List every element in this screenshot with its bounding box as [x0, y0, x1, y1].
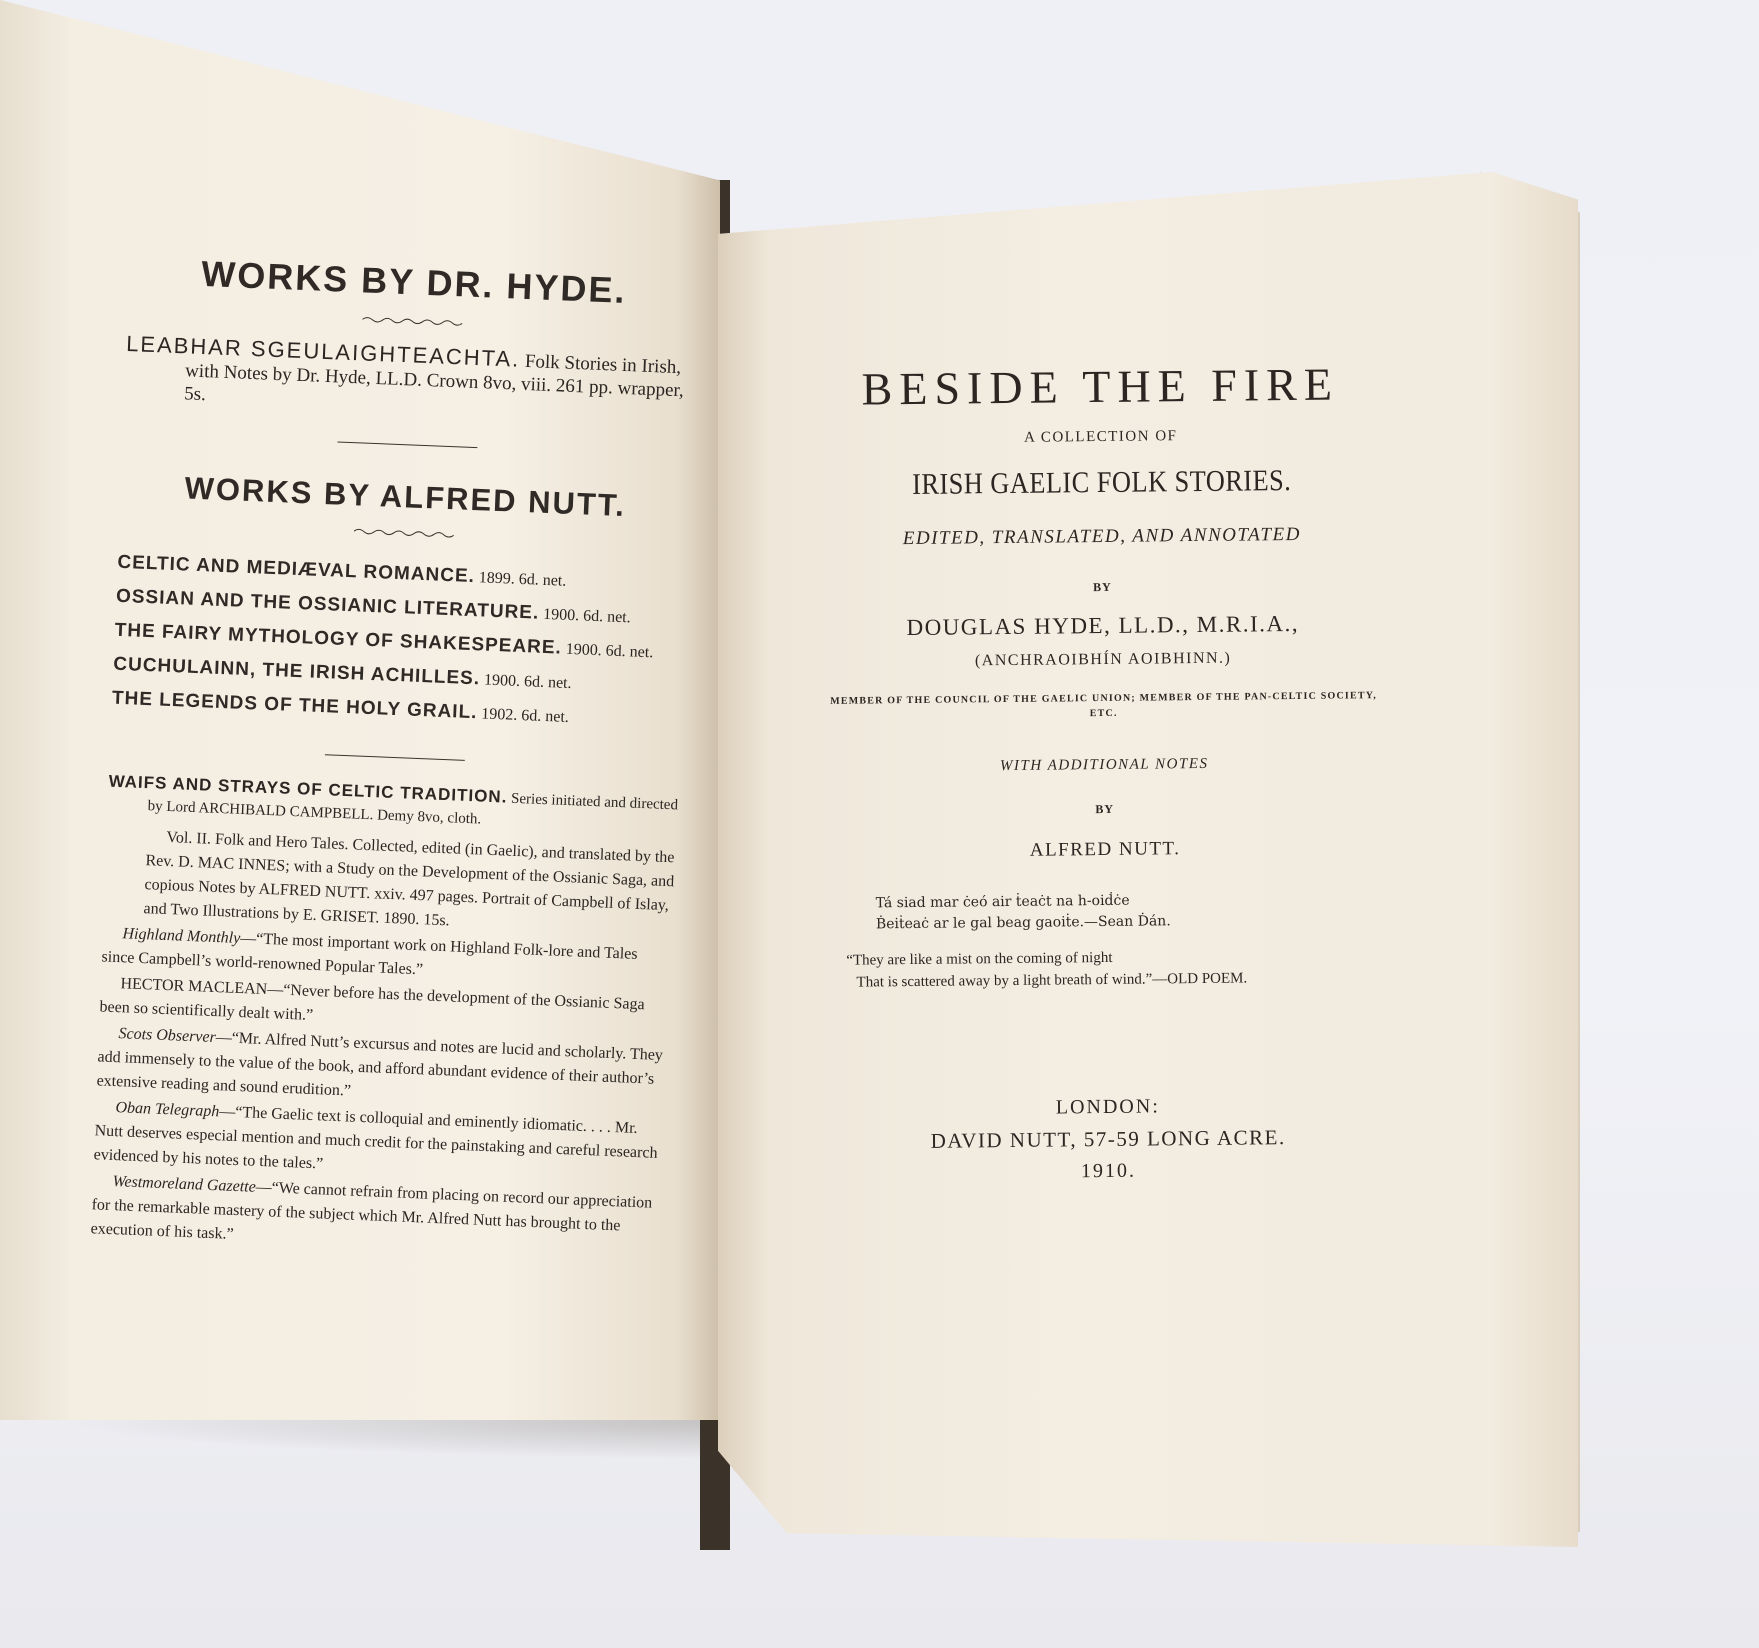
works-list — [111, 546, 687, 739]
waifs-title: WAIFS AND STRAYS OF CELTIC TRADITION. — [108, 771, 508, 807]
work-detail: 1900. 6d. net. — [483, 671, 572, 693]
edited-line: EDITED, TRANSLATED, AND ANNOTATED — [902, 523, 1301, 550]
waifs-description: Series initiated and directed by Lord ARCHIBALD CAMPBELL. Demy 8vo, cloth. — [147, 790, 679, 828]
verse-line: “They are like a mist on the coming of night — [846, 949, 1113, 969]
gaelic-line: Tá siad mar ċeó air ṫeaċt na h-oiḋċe — [875, 892, 1130, 912]
leabhar-entry — [124, 332, 696, 426]
author-alias: (ANCHRAOIBHÍN AOIBHINN.) — [974, 649, 1232, 670]
divider-rule — [337, 441, 477, 448]
by-line-2: BY — [1095, 801, 1115, 817]
additional-notes-line: WITH ADDITIONAL NOTES — [999, 755, 1209, 775]
work-title: OSSIAN AND THE OSSIANIC LITERATURE. — [115, 585, 540, 624]
review-source: HECTOR MACLEAN — [120, 975, 268, 999]
review-source: Highland Monthly — [122, 925, 241, 947]
ornament-squiggle-2 — [354, 527, 454, 539]
review-text: —“We cannot refrain from placing on record our appreciation for the remarkable mastery of the subject which Mr. Alfred Nutt has brought to the execution of his task.” — [90, 1178, 653, 1243]
translated-verse — [826, 944, 1386, 994]
work-title: THE FAIRY MYTHOLOGY OF SHAKESPEARE. — [114, 619, 563, 659]
book-title: BESIDE THE FIRE — [861, 358, 1340, 415]
verse-line: That is scattered away by a light breath of wind.”—OLD POEM. — [856, 970, 1248, 991]
review-text: —“Mr. Alfred Nutt’s excursus and notes are lucid and scholarly. They add immensely to the value of the book, and afford abundant evidence of their author’s extensive reading and sound erudition.” — [96, 1029, 664, 1100]
work-title: CUCHULAINN, THE IRISH ACHILLES. — [112, 653, 481, 690]
review-source: Westmoreland Gazette — [112, 1173, 257, 1196]
by-line: BY — [1092, 579, 1112, 595]
leabhar-title: LEABHAR SGEULAIGHTEACHTA. — [125, 330, 521, 372]
review-source: Oban Telegraph — [115, 1099, 220, 1121]
work-detail: 1899. 6d. net. — [478, 569, 567, 590]
work-detail: 1900. 6d. net. — [542, 605, 631, 627]
work-title: THE LEGENDS OF THE HOLY GRAIL. — [111, 687, 478, 724]
author-membership: MEMBER OF THE COUNCIL OF THE GAELIC UNION; MEMBER OF THE PAN-CELTIC SOCIETY, ETC. — [830, 690, 1377, 720]
nutt-works-heading: WORKS BY ALFRED NUTT. — [184, 470, 627, 524]
book-subtitle: IRISH GAELIC FOLK STORIES. — [911, 464, 1292, 501]
collection-line: A COLLECTION OF — [1024, 428, 1178, 446]
review-text: —“The most important work on Highland Folk-lore and Tales since Campbell’s world-renowned Popular Tales.” — [101, 929, 638, 979]
imprint-year: 1910. — [1080, 1159, 1137, 1183]
review-source: Scots Observer — [118, 1025, 217, 1047]
review-text: —“The Gaelic text is colloquial and eminently idiomatic. . . . Mr. Nutt deserves especial mention and much credit for the painstaking and careful research evidenced by his notes to the tales.” — [93, 1103, 658, 1173]
leabhar-description: Folk Stories in Irish, with Notes by Dr. Hyde, LL.D. Crown 8vo, viii. 261 pp. wrapper, 5s. — [183, 350, 685, 406]
author-name: DOUGLAS HYDE, LL.D., M.R.I.A., — [906, 610, 1300, 641]
left-page-text — [90, 250, 699, 1264]
gaelic-verse — [826, 888, 1386, 936]
title-page-text — [820, 357, 1389, 1190]
review-text: —“Never before has the development of the Ossianic Saga been so scientifically dealt with.” — [99, 981, 645, 1024]
work-title: CELTIC AND MEDIÆVAL ROMANCE. — [117, 551, 476, 588]
imprint-city: LONDON: — [1055, 1095, 1160, 1119]
divider-rule-2 — [325, 754, 465, 761]
hyde-works-heading: WORKS BY DR. HYDE. — [200, 252, 628, 311]
notes-author: ALFRED NUTT. — [1029, 838, 1181, 861]
work-detail: 1900. 6d. net. — [565, 640, 654, 662]
gaelic-line: Ḃeiṫeaċ ar le gal beag gaoiṫe.—Sean Ḋán. — [875, 913, 1171, 933]
volume-description: Vol. II. Folk and Hero Tales. Collected, edited (in Gaelic), and translated by the Rev. D. MAC INNES; with a Study on the Development of the Ossianic Saga, and copious Notes by ALFRED NUTT. xxiv. 497 pages. Portrait of Campbell of Islay, and Two Illustrations by E. GRISET. 1890. 15s. — [143, 828, 675, 930]
work-detail: 1902. 6d. net. — [481, 705, 570, 726]
ornament-squiggle — [362, 315, 462, 327]
imprint-publisher: DAVID NUTT, 57-59 LONG ACRE. — [930, 1125, 1286, 1153]
